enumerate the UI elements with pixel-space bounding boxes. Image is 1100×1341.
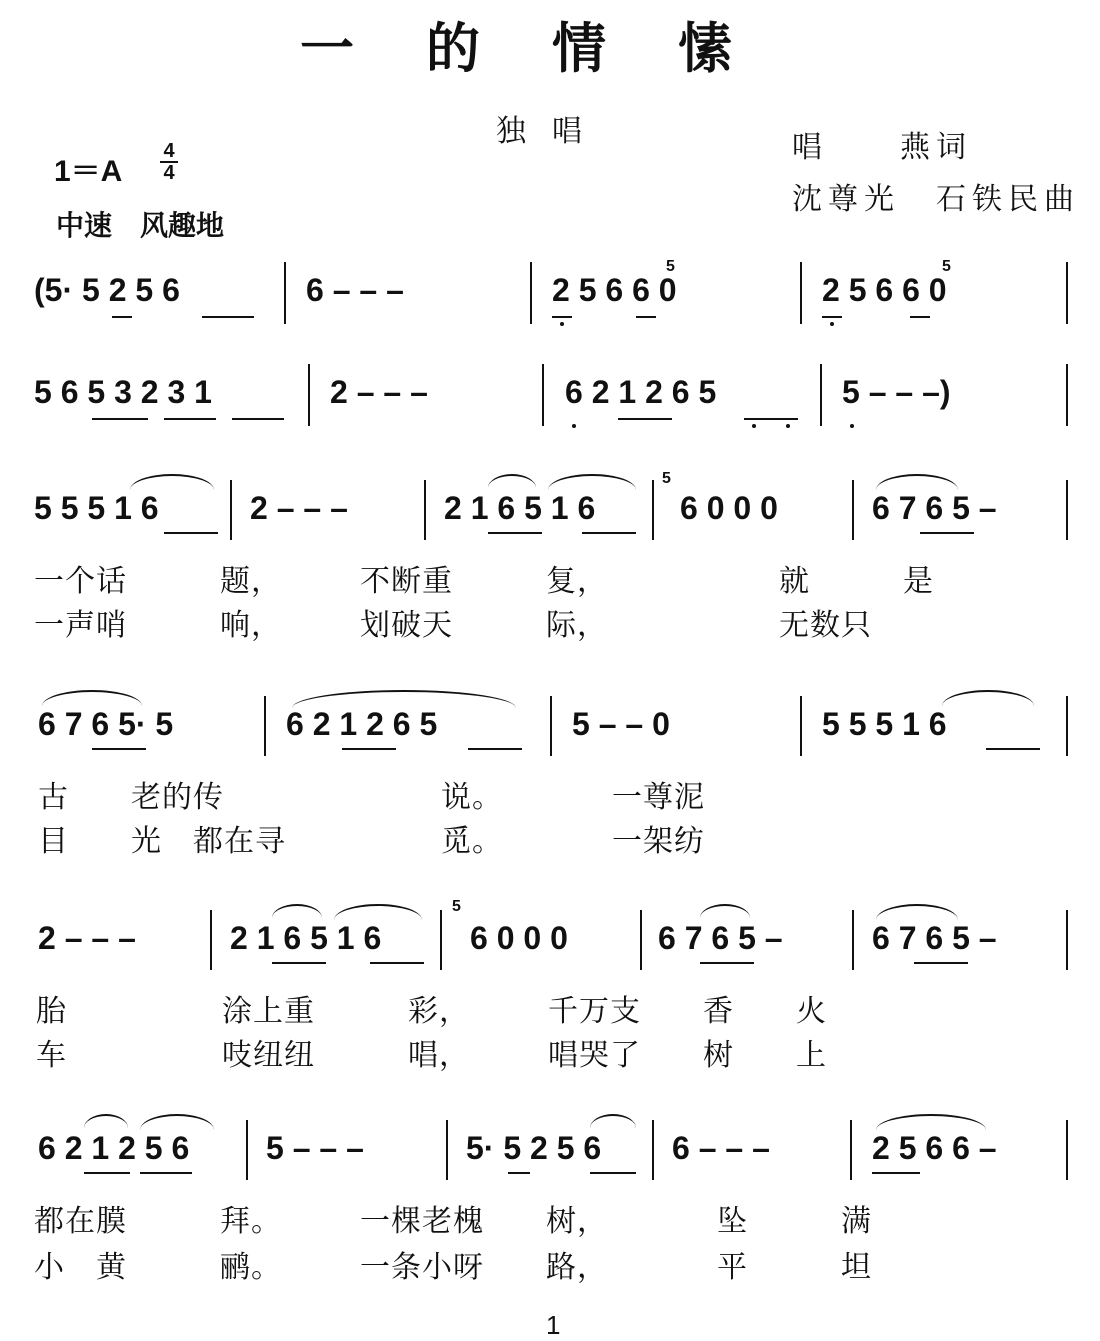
barline: [424, 480, 426, 540]
measure: 5 – – –): [842, 374, 951, 410]
measure: 2 – – –: [330, 374, 428, 410]
barline: [640, 910, 642, 970]
barline: [820, 364, 822, 426]
underline: [202, 316, 254, 318]
barline: [800, 696, 802, 756]
barline: [1066, 696, 1068, 756]
measure: 2 5 6 6 0: [552, 272, 677, 308]
time-signature-top: 4: [163, 140, 175, 162]
barline: [264, 696, 266, 756]
underline: [700, 962, 754, 964]
underline: [342, 748, 396, 750]
underline: [232, 418, 284, 420]
measure: (5· 5 2 5 6: [34, 272, 180, 308]
barline: [800, 262, 802, 324]
grace-note: 5: [662, 470, 671, 487]
measure: 6 2 1 2 6 5: [286, 706, 438, 742]
measure: 6 0 0 0: [470, 920, 568, 956]
slur: [876, 474, 958, 490]
lyrics-verse-1: 胎 涂上重 彩， 千万支 香 火: [36, 994, 827, 1029]
underline: [910, 316, 930, 318]
underline: [272, 962, 326, 964]
low-octave-dot: [786, 424, 790, 428]
underline: [914, 962, 968, 964]
barline: [230, 480, 232, 540]
measure: 5 5 5 1 6: [822, 706, 947, 742]
barline: [652, 480, 654, 540]
time-signature: [160, 142, 178, 182]
measure: 5· 5 2 5 6: [466, 1130, 602, 1166]
lyrics-verse-1: 一个话 题， 不断重 复， 就 是: [34, 564, 934, 599]
measure: 6 7 6 5· 5: [38, 706, 174, 742]
barline: [850, 1120, 852, 1180]
underline: [92, 748, 146, 750]
underline: [744, 418, 798, 420]
measure: 6 2 1 2 5 6: [38, 1130, 190, 1166]
measure: 2 – – –: [250, 490, 348, 526]
grace-note: 5: [452, 898, 461, 915]
barline: [1066, 364, 1068, 426]
barline: [542, 364, 544, 426]
measure: 2 1 6 5 1 6: [444, 490, 596, 526]
measure: 6 0 0 0: [680, 490, 778, 526]
slur: [130, 474, 214, 490]
barline: [308, 364, 310, 426]
page-number: 1: [546, 1310, 561, 1340]
low-octave-dot: [830, 322, 834, 326]
slur: [876, 904, 958, 920]
measure: 6 2 1 2 6 5: [565, 374, 717, 410]
underline: [164, 532, 218, 534]
barline: [1066, 480, 1068, 540]
barline: [1066, 262, 1068, 324]
underline: [140, 1172, 192, 1174]
underline: [92, 418, 148, 420]
barline: [440, 910, 442, 970]
low-octave-dot: [850, 424, 854, 428]
measure: 5 5 5 1 6: [34, 490, 159, 526]
underline: [370, 962, 424, 964]
slur: [876, 1114, 986, 1130]
slur: [42, 690, 142, 706]
barline: [446, 1120, 448, 1180]
lyricist-credit: 唱 燕词: [792, 130, 972, 165]
lyrics-verse-2: 目 光 都在寻 觅。 一架纺: [38, 824, 705, 859]
underline: [488, 532, 542, 534]
barline: [530, 262, 532, 324]
barline: [1066, 910, 1068, 970]
barline: [852, 480, 854, 540]
barline: [550, 696, 552, 756]
grace-note: 5: [666, 258, 675, 275]
underline: [590, 1172, 636, 1174]
slur: [590, 1114, 636, 1128]
barline: [284, 262, 286, 324]
barline: [210, 910, 212, 970]
grace-note: 5: [942, 258, 951, 275]
measure: 6 7 6 5 –: [872, 490, 997, 526]
underline: [164, 418, 216, 420]
low-octave-dot: [752, 424, 756, 428]
slur: [942, 690, 1034, 706]
measure: 2 5 6 6 0: [822, 272, 947, 308]
underline: [508, 1172, 530, 1174]
measure: 2 5 6 6 –: [872, 1130, 997, 1166]
slur: [272, 904, 322, 918]
barline: [246, 1120, 248, 1180]
underline: [582, 532, 636, 534]
slur: [292, 690, 516, 708]
slur: [488, 474, 536, 488]
lyrics-verse-1: 都在膜 拜。 一棵老槐 树， 坠 满: [34, 1204, 872, 1239]
underline: [986, 748, 1040, 750]
tempo-marking: 中速 风趣地: [56, 209, 225, 242]
underline: [822, 316, 842, 318]
measure: 5 – – –: [266, 1130, 364, 1166]
underline: [636, 316, 656, 318]
measure: 6 – – –: [672, 1130, 770, 1166]
underline: [872, 1172, 920, 1174]
measure: 2 1 6 5 1 6: [230, 920, 382, 956]
measure: 5 6 5 3 2 3 1: [34, 374, 212, 410]
underline: [920, 532, 974, 534]
measure: 6 7 6 5 –: [872, 920, 997, 956]
underline: [468, 748, 522, 750]
low-octave-dot: [560, 322, 564, 326]
underline: [112, 316, 132, 318]
key-signature: 1＝A: [54, 155, 123, 188]
underline: [552, 316, 572, 318]
measure: 5 – – 0: [572, 706, 670, 742]
subtitle: 独唱: [496, 114, 608, 149]
slur: [548, 474, 636, 490]
barline: [1066, 1120, 1068, 1180]
lyrics-verse-2: 一声哨 响， 划破天 际， 无数只: [34, 608, 872, 643]
measure: 6 7 6 5 –: [658, 920, 783, 956]
slur: [84, 1114, 128, 1128]
slur: [700, 904, 750, 918]
underline: [618, 418, 672, 420]
lyrics-verse-1: 古 老的传 说。 一尊泥: [38, 780, 705, 815]
underline: [84, 1172, 130, 1174]
barline: [652, 1120, 654, 1180]
low-octave-dot: [572, 424, 576, 428]
measure: 2 – – –: [38, 920, 136, 956]
page-title: 一的情愫: [300, 17, 804, 80]
slur: [140, 1114, 214, 1130]
composer-credit: 沈尊光 石铁民曲: [792, 182, 1080, 217]
barline: [852, 910, 854, 970]
slur: [334, 904, 422, 920]
time-signature-bottom: 4: [163, 162, 175, 184]
measure: 6 – – –: [306, 272, 404, 308]
lyrics-verse-2: 车 吱纽纽 唱， 唱哭了 树 上: [36, 1038, 827, 1073]
lyrics-verse-2: 小 黄 鹂。 一条小呀 路， 平 坦: [34, 1250, 872, 1285]
